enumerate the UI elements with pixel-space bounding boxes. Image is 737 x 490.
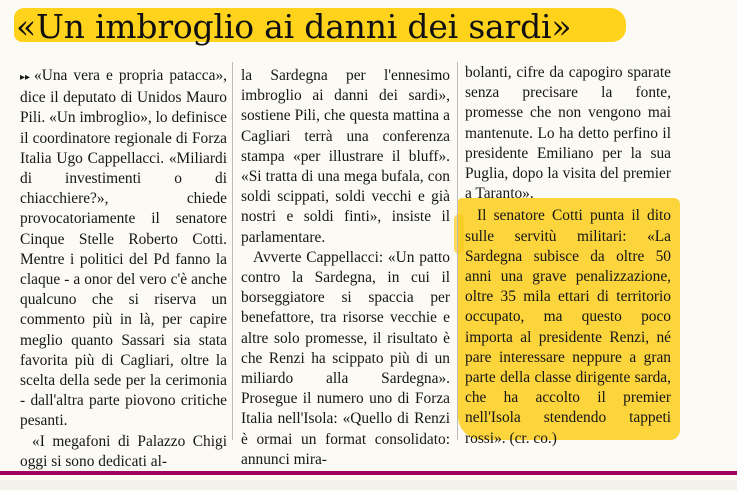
article-paragraph: «I megafoni di Palazzo Chigi oggi si sono dedicati al- (20, 432, 227, 470)
article-column-2 (241, 66, 450, 470)
bottom-rule (0, 471, 737, 475)
column-divider (232, 62, 233, 440)
article-paragraph: la Sardegna per l'ennesimo imbroglio ai danni dei sardi», sostiene Pili, che questa mattina a Cagliari terrà una conferenza stampa «per illustrare il bluff». «Si tratta di una mega bufala, con soldi scippati, soldi vecchi e già nostri e soldi finti», insiste il parlamentare. (241, 67, 450, 246)
bullet-icon: ▸▸ (20, 72, 31, 83)
marker-highlight-edge (454, 214, 464, 254)
column-divider (457, 62, 458, 440)
paragraph-text: «Una vera e propria patacca», dice il deputato di Unidos Mauro Pili. «Un imbroglio», lo definisce il coordinatore regionale di Forza Italia Ugo Cappellacci. «Miliardi di investimenti o di chiacchiere?», chiede provocatoriamente il senatore Cinque Stelle Roberto Cotti. Mentre i politici del Pd fanno la claque - a onor del vero c'è anche qualcuno che si riserva un commento più in là, per capire meglio quanto Sassari sia stata favorita più di Cagliari, oltre la scelta della sede per la cerimonia - dall'altra parte piovono critiche pesanti. (20, 67, 227, 430)
article-paragraph: bolanti, cifre da capogiro sparate senza precisare la fonte, promesse che non vengono mai mantenute. Lo ha detto perfino il presidente Emiliano per la sua Puglia, dopo la visita del premier a Taranto». (465, 64, 671, 203)
article-paragraph-highlighted: Il senatore Cotti punta il dito sulle servitù militari: «La Sardegna subisce da oltre 50 anni una grave penalizzazione, oltre 35 mila ettari di territorio occupato, ma questo poco importa al presidente Renzi, né pare interessare neppure a gran parte della classe dirigente sarda, che ha accolto il premier nell'Isola stendendo tappeti rossi». (cr. co.) (465, 207, 671, 447)
article-paragraph: Avverte Cappellacci: «Un patto contro la Sardegna, in cui il borseggiatore si spaccia per benefattore, tra risorse vecchie e altre solo promesse, il risultato è che Renzi ha scippato più di un miliardo alla Sardegna». Prosegue il numero uno di Forza Italia nell'Isola: «Quello di Renzi è ormai un format consolidato: annunci mira- (241, 248, 450, 468)
article-column-3 (465, 63, 671, 449)
article-column-1 (20, 66, 227, 472)
article-paragraph (20, 66, 227, 432)
headline: «Un imbroglio ai danni dei sardi» (16, 7, 572, 46)
bottom-margin (0, 480, 737, 490)
